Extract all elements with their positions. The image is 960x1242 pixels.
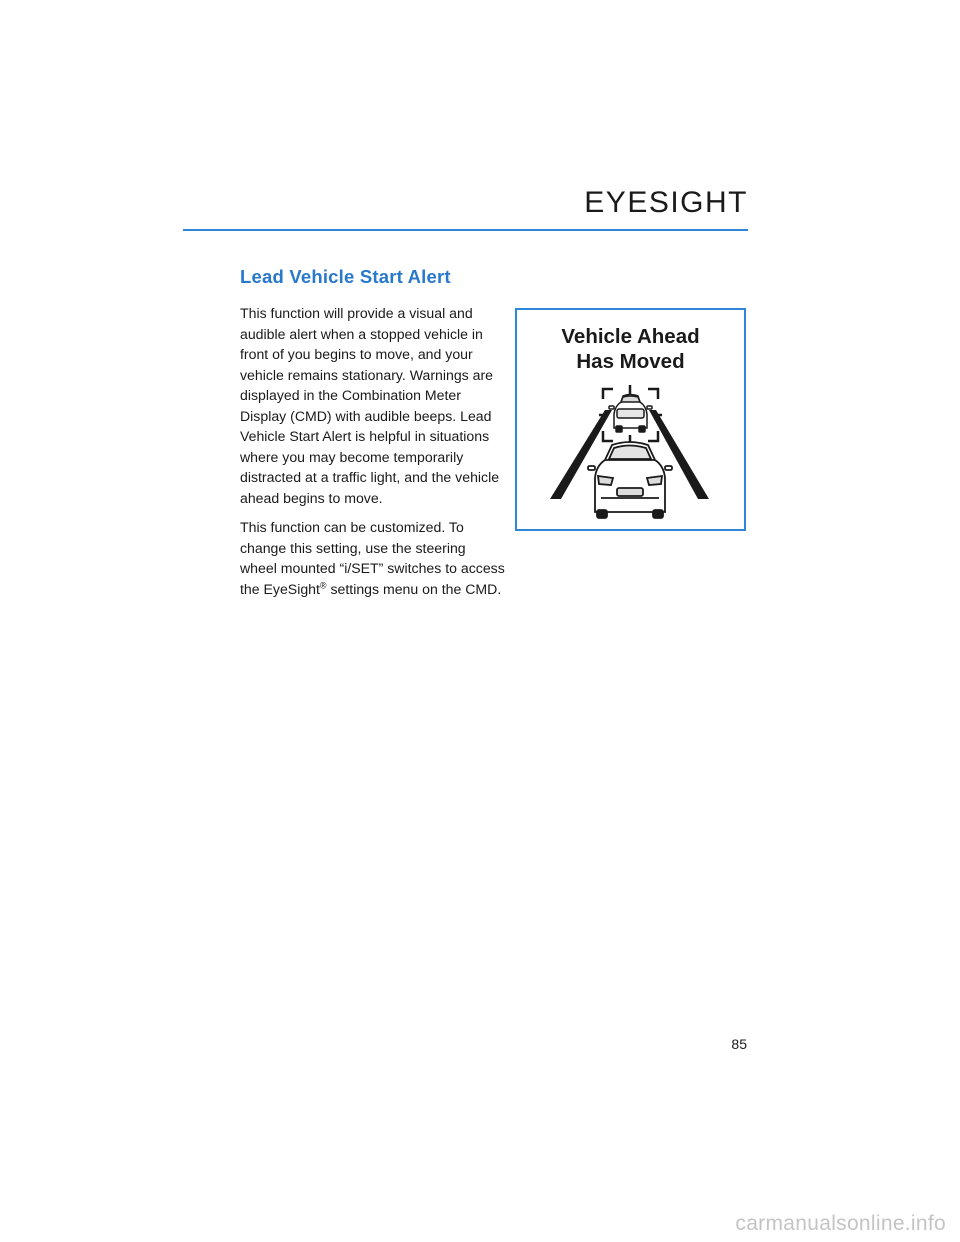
lead-vehicle-start-icon [517,310,744,529]
section-heading: Lead Vehicle Start Alert [240,266,451,287]
lead-vehicle-icon [609,395,652,433]
page-number: 85 [731,1036,747,1052]
registered-mark: ® [319,579,327,590]
watermark: carmanualsonline.info [735,1212,946,1235]
body-text [240,303,506,608]
paragraph-2-main: This function can be customized. To change this setting, use the steering wheel mounted “i/SET” switches to access the EyeSight [240,519,505,597]
own-vehicle-icon [588,442,672,518]
paragraph-2 [240,517,506,599]
cmd-warning-figure [515,308,746,531]
paragraph-1: This function will provide a visual and audible alert when a stopped vehicle in front of you begins to move, and your vehicle remains stationary. Warnings are displayed in the Combination Meter Display (CMD) with audible beeps. Lead Vehicle Start Alert is helpful in situations where you may become temporarily distracted at a traffic light, and the vehicle ahead begins to move. [240,305,500,506]
paragraph-2-end: settings menu on the CMD. [326,580,502,597]
header-rule [183,229,748,231]
figure-caption-line-2: Has Moved [576,350,685,373]
figure-caption-line-1: Vehicle Ahead [561,325,700,348]
section-header: EYESIGHT [584,186,748,219]
